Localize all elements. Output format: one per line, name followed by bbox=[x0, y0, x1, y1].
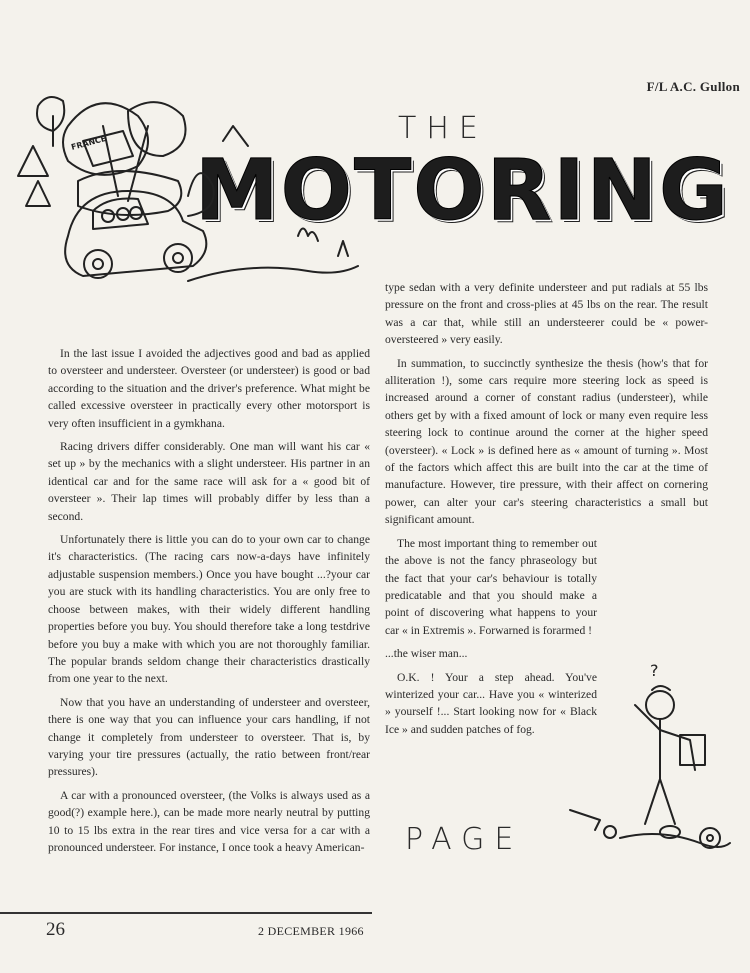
paragraph: In the last issue I avoided the adjectives good and bad as applied to oversteer and understeer. Oversteer (or understeer) is good or bad according to the situation and the driver's preference. What might be called excessive oversteer in practically every other motorsport is very often insufficient in a gymkhana. bbox=[48, 347, 370, 430]
france-sign: FRANCE bbox=[70, 133, 108, 152]
paragraph: Unfortunately there is little you can do to your own car to change it's characteristics. (The racing cars now-a-days have infinitely adjustable suspension members.) Once you have bought ...?your car you are stuck with its handling characteristics. You are only free to choose between makes, with their widely different handling properties before you buy. You should therefore take a long testdrive before you buy a make with which you are not thoroughly familiar. The popular brands seldom change their characteristics drastically from one year to the next. bbox=[48, 533, 370, 686]
paragraph: Now that you have an understanding of understeer and oversteer, there is one way that you can influence your cars handling, if not change it completely from understeer to oversteer. That is, by varying your tire pressures (actually, the ratio between front/rear pressures). bbox=[48, 695, 370, 779]
title-the: THE bbox=[398, 111, 488, 146]
title-page: PAGE bbox=[405, 822, 524, 857]
paragraph: The most important thing to remember out the above is not the fancy phraseology but the fact that your car's behaviour is totally predicatable and that you should make a point of discovering what happens to your car « in Extremis ». Forwarned is forarmed ! bbox=[385, 536, 597, 637]
car-cartoon-illustration bbox=[8, 86, 380, 282]
article-column-right bbox=[385, 279, 708, 744]
paragraph: Racing drivers differ considerably. One man will want his car « set up » by the mechanics with a slight understeer. His partner in an identical car and for the same race will ask for a « good bit of oversteer ». Their lap times will probably differ by less than a second. bbox=[48, 440, 370, 523]
svg-text:?: ? bbox=[650, 661, 659, 680]
narrow-text-block bbox=[385, 535, 597, 738]
page-number: 26 bbox=[46, 919, 65, 940]
paragraph: O.K. ! Your a step ahead. You've winterized your car... Have you « winterized » yourself !... Start looking now for « Black Ice » and sudden patches of fog. bbox=[385, 670, 597, 736]
article-column-left bbox=[48, 345, 370, 862]
paragraph: type sedan with a very definite understeer and put radials at 55 lbs pressure on the front and cross-plies at 45 lbs on the rear. The result was a car that, while still an understeerer could be « power-oversteered » very easily. bbox=[385, 281, 708, 347]
byline: F/L A.C. Gullon bbox=[646, 79, 740, 94]
footer-divider bbox=[0, 912, 372, 914]
paragraph: ...the wiser man... bbox=[385, 647, 468, 661]
title-motoring: MOTORING bbox=[195, 141, 730, 239]
paragraph: A car with a pronounced oversteer, (the Volks is always used as a good(?) example here.), can be made more nearly neutral by putting 10 to 15 lbs extra in the rear tires and vice versa for a car with a pronounced understeer. For instance, I once took a heavy American- bbox=[48, 788, 370, 854]
paragraph: In summation, to succinctly synthesize the thesis (how's that for alliteration !), some cars require more steering lock as speed is increased around a corner of constant radius (understeer), while others get by with a fixed amount of lock or many even require less steering lock to continue around the corner at the higher speed (oversteer). « Lock » is defined here as « amount of turning ». Most of the factors which affect this are built into the car at the time of manufacture. However, tire pressure, with their affect on cornering power, can alter your car's steering characteristics a small but significant amount. bbox=[385, 356, 708, 527]
issue-date: 2 DECEMBER 1966 bbox=[258, 924, 364, 938]
